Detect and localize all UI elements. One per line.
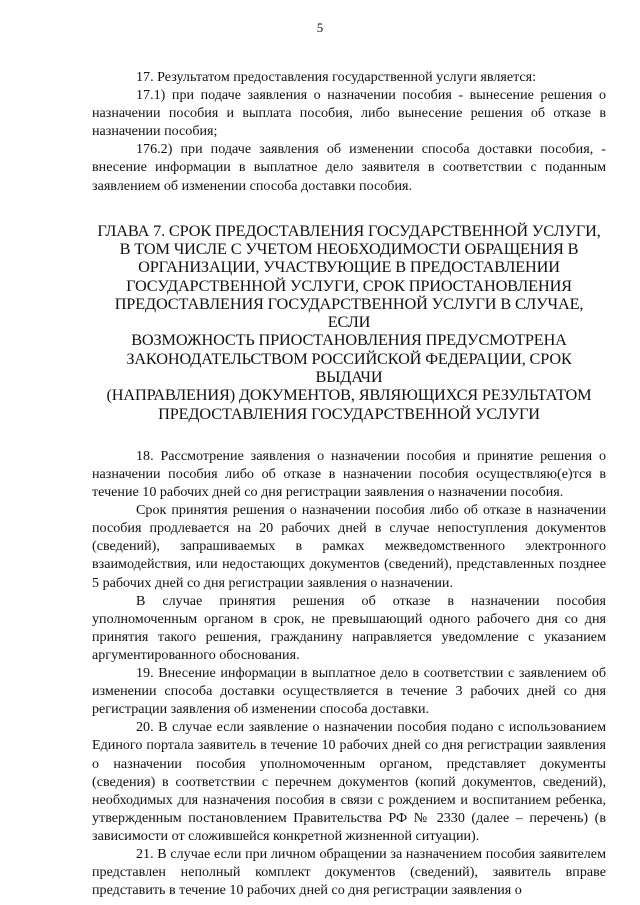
chapter-heading-line: ЗАКОНОДАТЕЛЬСТВОМ РОССИЙСКОЙ ФЕДЕРАЦИИ, СРОК ВЫДАЧИ <box>126 348 572 387</box>
paragraph-17: 17. Результатом предоставления государственной услуги является: <box>136 69 537 85</box>
chapter-heading-line: (НАПРАВЛЕНИЯ) ДОКУМЕНТОВ, ЯВЛЯЮЩИХСЯ РЕЗУЛЬТАТОМ <box>106 385 592 405</box>
paragraph-19: 19. Внесение информации в выплатное дело в соответствии с заявлением об изменении способа доставки осуществляется в течение 3 рабочих дней со дня регистрации заявления об изменении способа доставки. <box>92 665 606 718</box>
chapter-heading-line: ГОСУДАРСТВЕННОЙ УСЛУГИ, СРОК ПРИОСТАНОВЛЕНИЯ <box>126 275 572 295</box>
paragraph-18: 18. Рассмотрение заявления о назначении пособия и принятие решения о назначении пособия либо об отказе в назначении пособия осуществляю(е)тся в течение 10 рабочих дней со дня регистрации заявления о назначении пособия. <box>92 447 606 501</box>
chapter-heading-line: ВОЗМОЖНОСТЬ ПРИОСТАНОВЛЕНИЯ ПРЕДУСМОТРЕНА <box>131 330 567 350</box>
paragraph-18-refusal: В случае принятия решения об отказе в назначении пособия уполномоченным органом в срок, не превышающий одного рабочего дня со дня принятия такого решения, гражданину направляется уведомление с указанием аргументированного обоснования. <box>92 592 606 663</box>
chapter-heading-line: ПРЕДОСТАВЛЕНИЯ ГОСУДАРСТВЕННОЙ УСЛУГИ <box>158 403 540 423</box>
paragraph-20: 20. В случае если заявление о назначении пособия подано с использованием Единого портала заявитель в течение 10 рабочих дней со дня регистрации заявления о назначении пособия уполномоченным органом, представляет документы (сведения) в соответствии с перечнем документов (копий документов, сведений), необходимых для назначения пособия в связи с рождением и воспитанием ребенка, утвержденным постановлением Правительства РФ № 2330 (далее – перечень) (в зависимости от сложившейся конкретной жизненной ситуации). <box>92 719 606 844</box>
paragraph-17-1: 17.1) при подаче заявления о назначении пособия - вынесение решения о назначении пособия и выплата пособия, либо вынесение решения об отказе в назначении пособия; <box>92 87 606 140</box>
chapter-heading-line: В ТОМ ЧИСЛЕ С УЧЕТОМ НЕОБХОДИМОСТИ ОБРАЩЕНИЯ В <box>119 238 579 258</box>
chapter-heading-line: ГЛАВА 7. СРОК ПРЕДОСТАВЛЕНИЯ ГОСУДАРСТВЕННОЙ УСЛУГИ, <box>97 220 601 240</box>
paragraph-17-2: 176.2) при подаче заявления об изменении способа доставки пособия, - внесение информации в выплатное дело заявителя в соответствии с поданным заявлением об изменении способа доставки пособия. <box>92 141 606 194</box>
chapter-heading <box>92 222 606 423</box>
document-body <box>92 68 606 899</box>
chapter-heading-line: ОРГАНИЗАЦИИ, УЧАСТВУЮЩИЕ В ПРЕДОСТАВЛЕНИИ <box>138 257 560 277</box>
page-number: 5 <box>316 20 324 35</box>
paragraph-18-extension: Срок принятия решения о назначении пособия либо об отказе в назначении пособия продлевается на 20 рабочих дней в случае непоступления документов (сведений), запрашиваемых в рамках межведомственного электронного взаимодействия, или недостающих документов (сведений), представленных позднее 5 рабочих дней со дня регистрации заявления о назначении. <box>92 502 606 591</box>
paragraph-21: 21. В случае если при личном обращении за назначением пособия заявителем представлен неполный комплект документов (сведений), заявитель вправе представить в течение 10 рабочих дней со дня регистрации заявления о <box>92 845 606 899</box>
chapter-heading-line: ПРЕДОСТАВЛЕНИЯ ГОСУДАРСТВЕННОЙ УСЛУГИ В СЛУЧАЕ, ЕСЛИ <box>114 293 584 332</box>
